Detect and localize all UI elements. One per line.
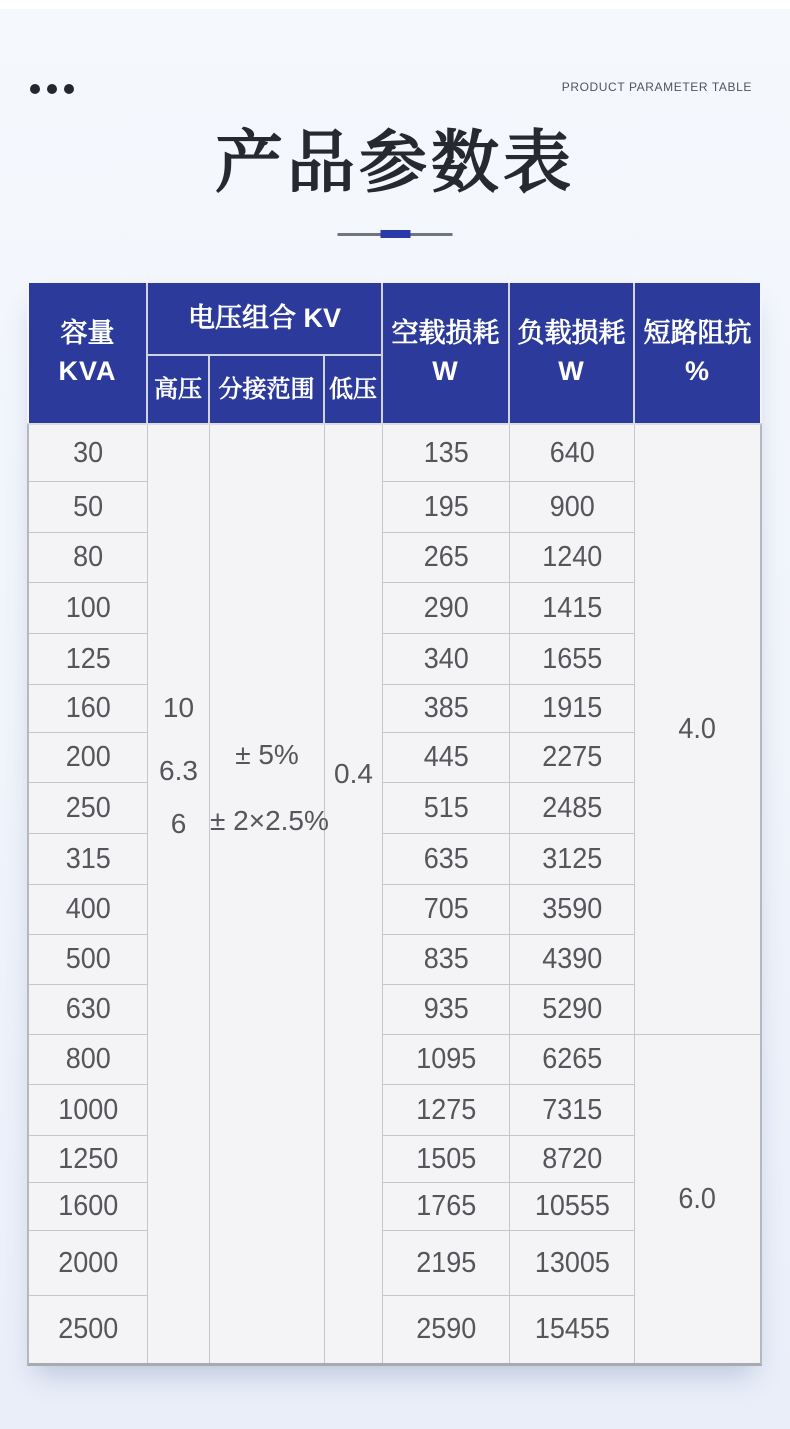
tap-value: ± 5% bbox=[235, 739, 299, 770]
header-hv-label: 高压 bbox=[154, 375, 202, 403]
kva-value: 160 bbox=[65, 692, 111, 724]
impedance-value: 4.0 bbox=[678, 713, 717, 745]
cell-kva-row1 bbox=[29, 425, 148, 482]
cell-kva-row5 bbox=[29, 634, 148, 685]
kva-value: 250 bbox=[65, 791, 111, 824]
load-value: 8720 bbox=[541, 1142, 602, 1175]
title-divider-accent bbox=[380, 230, 410, 238]
cell-kva-row13 bbox=[29, 1035, 148, 1085]
load-value: 7315 bbox=[541, 1093, 602, 1126]
no_load-value: 445 bbox=[423, 741, 469, 773]
header-lv bbox=[325, 356, 383, 423]
load-value: 15455 bbox=[534, 1313, 610, 1345]
cell-tap-merged bbox=[210, 425, 329, 1363]
cell-no_load-row16 bbox=[383, 1183, 510, 1231]
load-value: 3125 bbox=[541, 842, 602, 875]
cell-load-row11 bbox=[510, 935, 635, 985]
cell-no_load-row15 bbox=[383, 1136, 510, 1183]
cell-load-row12 bbox=[510, 985, 635, 1035]
cell-no_load-row5 bbox=[383, 634, 510, 685]
kva-value: 630 bbox=[65, 993, 111, 1025]
no_load-value: 1275 bbox=[415, 1093, 476, 1126]
dot-icon bbox=[64, 84, 74, 94]
cell-kva-row2 bbox=[29, 482, 148, 533]
cell-impedance-group2 bbox=[635, 1035, 760, 1363]
no_load-value: 835 bbox=[423, 943, 469, 975]
kva-value: 200 bbox=[65, 741, 111, 773]
hv-value: 10 bbox=[162, 692, 195, 723]
cell-no_load-row10 bbox=[383, 885, 510, 935]
cell-kva-row16 bbox=[29, 1183, 148, 1231]
no_load-value: 340 bbox=[423, 642, 469, 675]
kva-value: 1250 bbox=[57, 1142, 118, 1175]
kva-value: 500 bbox=[65, 943, 111, 975]
cell-no_load-row13 bbox=[383, 1035, 510, 1085]
parameter-table bbox=[27, 283, 762, 1366]
no_load-value: 1505 bbox=[415, 1142, 476, 1175]
cell-load-row3 bbox=[510, 533, 635, 583]
tap-value: ± 2×2.5% bbox=[210, 805, 329, 836]
no_load-value: 515 bbox=[423, 791, 469, 824]
kva-value: 800 bbox=[65, 1043, 111, 1075]
header-load-unit: W bbox=[558, 356, 585, 386]
cell-load-row13 bbox=[510, 1035, 635, 1085]
no_load-value: 635 bbox=[423, 842, 469, 875]
cell-no_load-row17 bbox=[383, 1231, 510, 1296]
header-capacity bbox=[29, 283, 148, 423]
header-impedance-cn: 短路阻抗 bbox=[643, 318, 752, 349]
cell-kva-row14 bbox=[29, 1085, 148, 1136]
cell-load-row16 bbox=[510, 1183, 635, 1231]
cell-no_load-row9 bbox=[383, 834, 510, 885]
cell-kva-row17 bbox=[29, 1231, 148, 1296]
cell-kva-row11 bbox=[29, 935, 148, 985]
header-no-load-unit: W bbox=[432, 356, 459, 386]
cell-load-row18 bbox=[510, 1296, 635, 1363]
no_load-value: 385 bbox=[423, 692, 469, 724]
impedance-value: 6.0 bbox=[678, 1182, 717, 1215]
table-header bbox=[27, 283, 762, 423]
dot-icon bbox=[30, 84, 40, 94]
cell-no_load-row11 bbox=[383, 935, 510, 985]
header-load-cn: 负载损耗 bbox=[517, 318, 626, 349]
kva-value: 30 bbox=[72, 436, 103, 469]
header-no-load-loss bbox=[383, 283, 510, 423]
header-tap-range-label: 分接范围 bbox=[218, 375, 315, 403]
cell-no_load-row8 bbox=[383, 783, 510, 834]
header-tap-range bbox=[210, 356, 325, 423]
kva-value: 125 bbox=[65, 642, 111, 675]
cell-kva-row4 bbox=[29, 583, 148, 634]
dot-icon bbox=[47, 84, 57, 94]
load-value: 900 bbox=[549, 490, 595, 523]
cell-load-row14 bbox=[510, 1085, 635, 1136]
no_load-value: 1765 bbox=[415, 1190, 476, 1222]
kva-value: 80 bbox=[72, 541, 103, 573]
cell-no_load-row12 bbox=[383, 985, 510, 1035]
cell-kva-row3 bbox=[29, 533, 148, 583]
cell-load-row10 bbox=[510, 885, 635, 935]
no_load-value: 1095 bbox=[415, 1043, 476, 1075]
load-value: 1240 bbox=[541, 541, 602, 573]
kva-value: 2500 bbox=[57, 1313, 118, 1345]
kva-value: 1600 bbox=[57, 1190, 118, 1222]
lv-value: 0.4 bbox=[334, 758, 373, 789]
cell-hv-merged bbox=[148, 425, 210, 1363]
no_load-value: 135 bbox=[423, 436, 469, 469]
cell-kva-row9 bbox=[29, 834, 148, 885]
cell-load-row1 bbox=[510, 425, 635, 482]
cell-load-row7 bbox=[510, 733, 635, 783]
load-value: 6265 bbox=[541, 1043, 602, 1075]
cell-kva-row8 bbox=[29, 783, 148, 834]
load-value: 1915 bbox=[541, 692, 602, 724]
no_load-value: 2195 bbox=[415, 1246, 476, 1279]
kva-value: 2000 bbox=[57, 1246, 118, 1279]
header-capacity-unit: KVA bbox=[58, 356, 117, 386]
cell-kva-row15 bbox=[29, 1136, 148, 1183]
cell-load-row15 bbox=[510, 1136, 635, 1183]
cell-no_load-row4 bbox=[383, 583, 510, 634]
cell-no_load-row7 bbox=[383, 733, 510, 783]
load-value: 1655 bbox=[541, 642, 602, 675]
hv-value: 6.3 bbox=[159, 755, 198, 786]
load-value: 13005 bbox=[534, 1246, 610, 1279]
product-parameter-panel bbox=[0, 9, 790, 1429]
decorative-dots bbox=[30, 84, 74, 94]
page-title: 产品参数表 bbox=[214, 125, 575, 201]
cell-load-row4 bbox=[510, 583, 635, 634]
header-load-loss bbox=[510, 283, 635, 423]
load-value: 4390 bbox=[541, 943, 602, 975]
header-impedance-unit: % bbox=[684, 356, 710, 386]
cell-load-row9 bbox=[510, 834, 635, 885]
load-value: 640 bbox=[549, 436, 595, 469]
no_load-value: 2590 bbox=[415, 1313, 476, 1345]
cell-kva-row18 bbox=[29, 1296, 148, 1363]
cell-no_load-row1 bbox=[383, 425, 510, 482]
no_load-value: 935 bbox=[423, 993, 469, 1025]
cell-load-row8 bbox=[510, 783, 635, 834]
kva-value: 100 bbox=[65, 591, 111, 624]
cell-impedance-group1 bbox=[635, 425, 760, 1035]
header-voltage-group-label: 电压组合 KV bbox=[187, 302, 341, 333]
cell-no_load-row2 bbox=[383, 482, 510, 533]
no_load-value: 265 bbox=[423, 541, 469, 573]
header-hv bbox=[148, 356, 210, 423]
title-divider bbox=[338, 233, 453, 236]
cell-no_load-row14 bbox=[383, 1085, 510, 1136]
header-lv-label: 低压 bbox=[329, 375, 377, 403]
cell-kva-row12 bbox=[29, 985, 148, 1035]
kva-value: 50 bbox=[72, 490, 103, 523]
header-capacity-cn: 容量 bbox=[60, 318, 115, 349]
load-value: 5290 bbox=[541, 993, 602, 1025]
cell-lv-merged bbox=[325, 425, 383, 1363]
cell-load-row17 bbox=[510, 1231, 635, 1296]
eyebrow-text: PRODUCT PARAMETER TABLE bbox=[561, 80, 752, 94]
cell-no_load-row6 bbox=[383, 685, 510, 733]
table-body bbox=[27, 423, 762, 1366]
hv-value: 6 bbox=[170, 808, 187, 839]
header-voltage-group bbox=[148, 283, 383, 356]
kva-value: 1000 bbox=[57, 1093, 118, 1126]
cell-load-row2 bbox=[510, 482, 635, 533]
cell-load-row5 bbox=[510, 634, 635, 685]
load-value: 1415 bbox=[541, 591, 602, 624]
no_load-value: 290 bbox=[423, 591, 469, 624]
no_load-value: 705 bbox=[423, 893, 469, 925]
cell-load-row6 bbox=[510, 685, 635, 733]
no_load-value: 195 bbox=[423, 490, 469, 523]
load-value: 2485 bbox=[541, 791, 602, 824]
cell-kva-row6 bbox=[29, 685, 148, 733]
header-impedance bbox=[635, 283, 760, 423]
cell-kva-row10 bbox=[29, 885, 148, 935]
kva-value: 400 bbox=[65, 893, 111, 925]
load-value: 2275 bbox=[541, 741, 602, 773]
kva-value: 315 bbox=[65, 842, 111, 875]
load-value: 10555 bbox=[534, 1190, 610, 1222]
cell-no_load-row3 bbox=[383, 533, 510, 583]
header-no-load-cn: 空载损耗 bbox=[391, 318, 500, 349]
cell-no_load-row18 bbox=[383, 1296, 510, 1363]
cell-kva-row7 bbox=[29, 733, 148, 783]
load-value: 3590 bbox=[541, 893, 602, 925]
